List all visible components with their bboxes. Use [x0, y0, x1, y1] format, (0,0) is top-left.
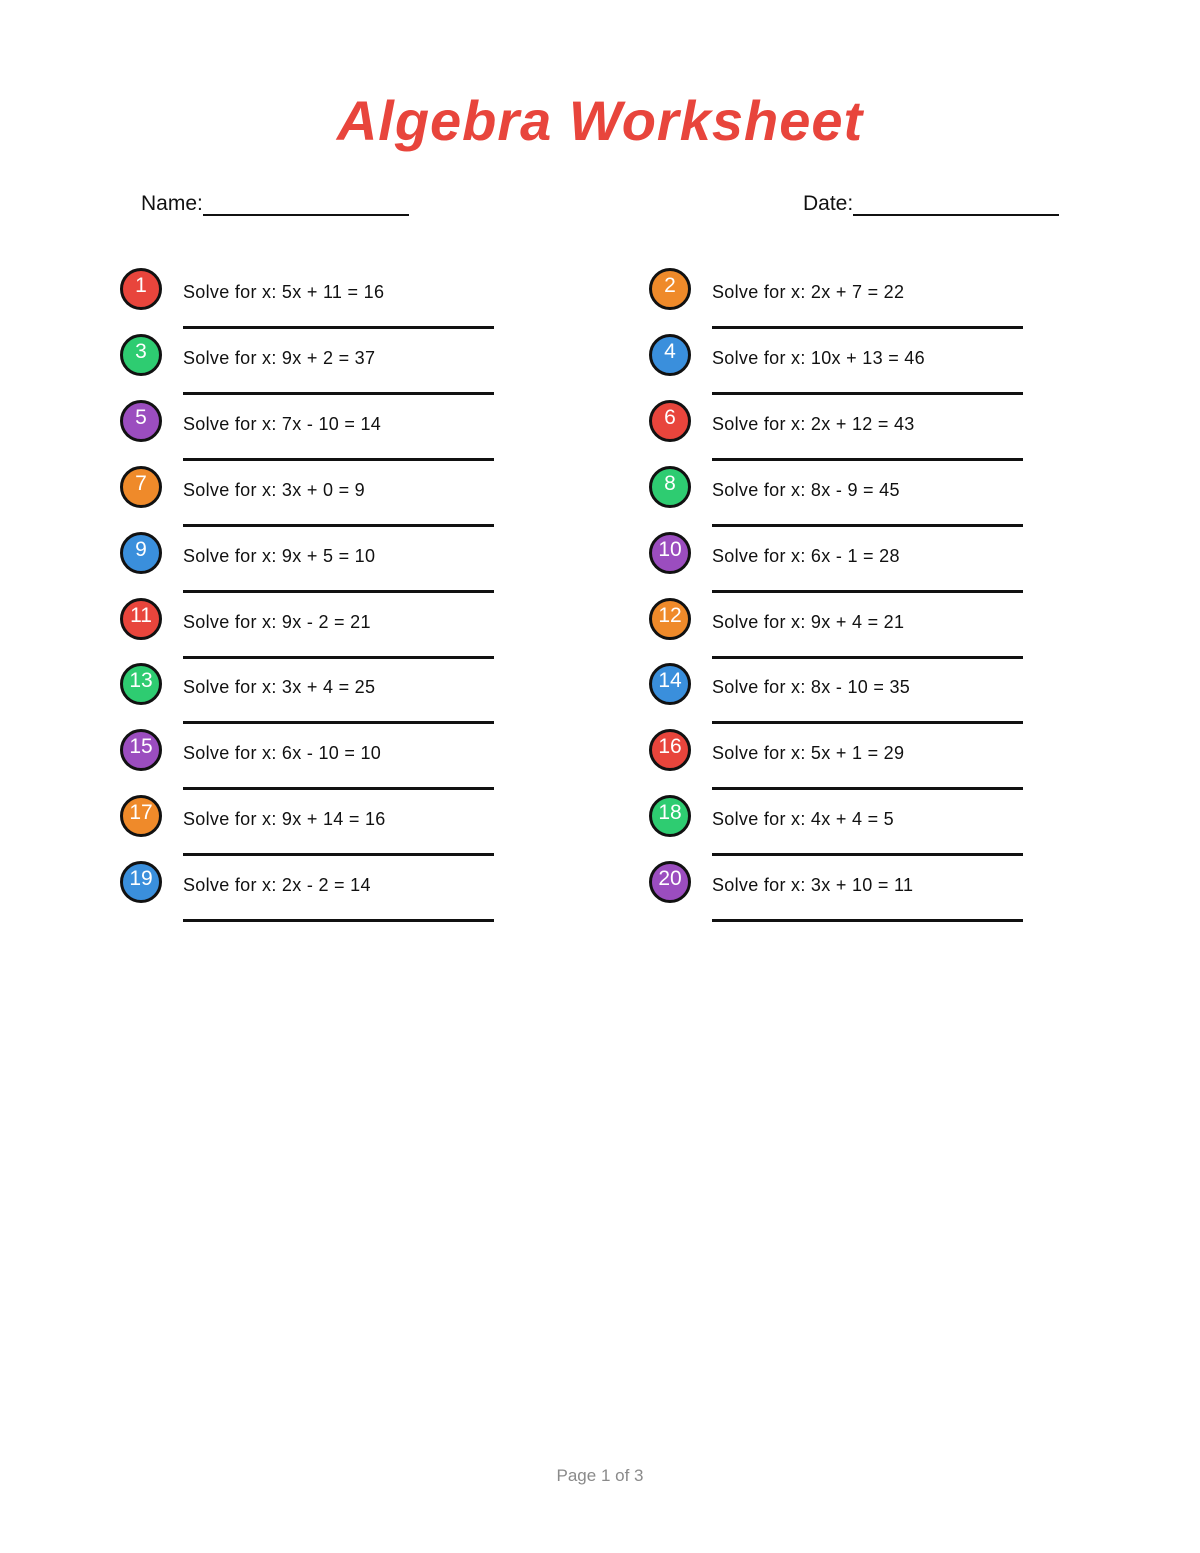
question-item	[120, 861, 500, 927]
answer-line[interactable]	[712, 590, 1023, 593]
answer-line[interactable]	[712, 392, 1023, 395]
question-text: Solve for x: 9x + 4 = 21	[712, 611, 905, 632]
question-number-badge: 1	[120, 268, 162, 310]
question-text: Solve for x: 3x + 10 = 11	[712, 875, 914, 896]
question-item	[649, 334, 1029, 400]
page-footer: Page 1 of 3	[556, 1466, 644, 1485]
question-item	[649, 598, 1029, 664]
answer-line[interactable]	[183, 787, 494, 790]
question-text: Solve for x: 5x + 11 = 16	[183, 282, 385, 302]
answer-line[interactable]	[183, 392, 494, 395]
question-number-badge: 13	[120, 663, 162, 705]
answer-line[interactable]	[712, 721, 1023, 724]
question-number-badge: 2	[649, 268, 691, 310]
question-text: Solve for x: 2x + 12 = 43	[712, 413, 915, 434]
question-number-badge: 3	[120, 334, 162, 376]
question-item	[120, 729, 500, 795]
question-number-badge: 14	[649, 663, 691, 705]
question-number-badge: 4	[649, 334, 691, 376]
question-text: Solve for x: 9x - 2 = 21	[183, 611, 371, 632]
question-number-badge: 16	[649, 729, 691, 771]
answer-line[interactable]	[183, 656, 494, 659]
answer-line[interactable]	[712, 787, 1023, 790]
question-item	[120, 663, 500, 729]
answer-line[interactable]	[712, 458, 1023, 461]
answer-line[interactable]	[183, 721, 494, 724]
question-number-badge: 7	[120, 466, 162, 508]
question-number-badge: 10	[649, 532, 691, 574]
question-number-badge: 11	[120, 598, 162, 640]
question-text: Solve for x: 2x + 7 = 22	[712, 282, 905, 302]
question-item	[649, 861, 1029, 927]
question-number-badge: 8	[649, 466, 691, 508]
question-item	[120, 795, 500, 861]
name-blank[interactable]	[203, 194, 409, 216]
page-title: Algebra Worksheet	[336, 89, 864, 152]
question-number-badge: 9	[120, 532, 162, 574]
name-field[interactable]	[141, 192, 409, 216]
question-text: Solve for x: 8x - 9 = 45	[712, 479, 900, 500]
question-item	[120, 400, 500, 466]
question-item	[120, 334, 500, 400]
question-text: Solve for x: 6x - 10 = 10	[183, 743, 382, 764]
name-label: Name:	[141, 192, 203, 215]
answer-line[interactable]	[712, 853, 1023, 856]
question-item	[120, 466, 500, 532]
answer-line[interactable]	[183, 524, 494, 527]
question-item	[649, 729, 1029, 795]
question-number-badge: 17	[120, 795, 162, 837]
question-number-badge: 5	[120, 400, 162, 442]
question-text: Solve for x: 4x + 4 = 5	[712, 809, 894, 830]
question-item	[649, 663, 1029, 729]
question-item	[649, 466, 1029, 532]
question-text: Solve for x: 9x + 5 = 10	[183, 545, 376, 566]
answer-line[interactable]	[712, 919, 1023, 922]
date-label: Date:	[803, 192, 854, 215]
answer-line[interactable]	[183, 919, 494, 922]
question-text: Solve for x: 5x + 1 = 29	[712, 743, 905, 764]
question-item	[649, 532, 1029, 598]
date-blank[interactable]	[853, 194, 1059, 216]
question-item	[120, 598, 500, 664]
question-text: Solve for x: 3x + 0 = 9	[183, 479, 365, 500]
question-number-badge: 18	[649, 795, 691, 837]
question-text: Solve for x: 3x + 4 = 25	[183, 677, 376, 698]
question-item	[649, 268, 1029, 334]
question-item	[649, 795, 1029, 861]
question-item	[649, 400, 1029, 466]
question-item	[120, 532, 500, 598]
answer-line[interactable]	[712, 656, 1023, 659]
answer-line[interactable]	[712, 524, 1023, 527]
answer-line[interactable]	[183, 853, 494, 856]
question-text: Solve for x: 6x - 1 = 28	[712, 545, 900, 566]
answer-line[interactable]	[183, 458, 494, 461]
question-text: Solve for x: 7x - 10 = 14	[183, 413, 382, 434]
answer-line[interactable]	[712, 326, 1023, 329]
question-text: Solve for x: 10x + 13 = 46	[712, 347, 925, 368]
question-number-badge: 6	[649, 400, 691, 442]
answer-line[interactable]	[183, 590, 494, 593]
date-field[interactable]	[803, 192, 1059, 216]
question-item	[120, 268, 500, 334]
question-number-badge: 15	[120, 729, 162, 771]
answer-line[interactable]	[183, 326, 494, 329]
question-number-badge: 19	[120, 861, 162, 903]
question-text: Solve for x: 9x + 14 = 16	[183, 809, 386, 830]
question-text: Solve for x: 8x - 10 = 35	[712, 677, 911, 698]
question-number-badge: 12	[649, 598, 691, 640]
question-text: Solve for x: 2x - 2 = 14	[183, 875, 371, 896]
question-number-badge: 20	[649, 861, 691, 903]
question-text: Solve for x: 9x + 2 = 37	[183, 347, 376, 368]
